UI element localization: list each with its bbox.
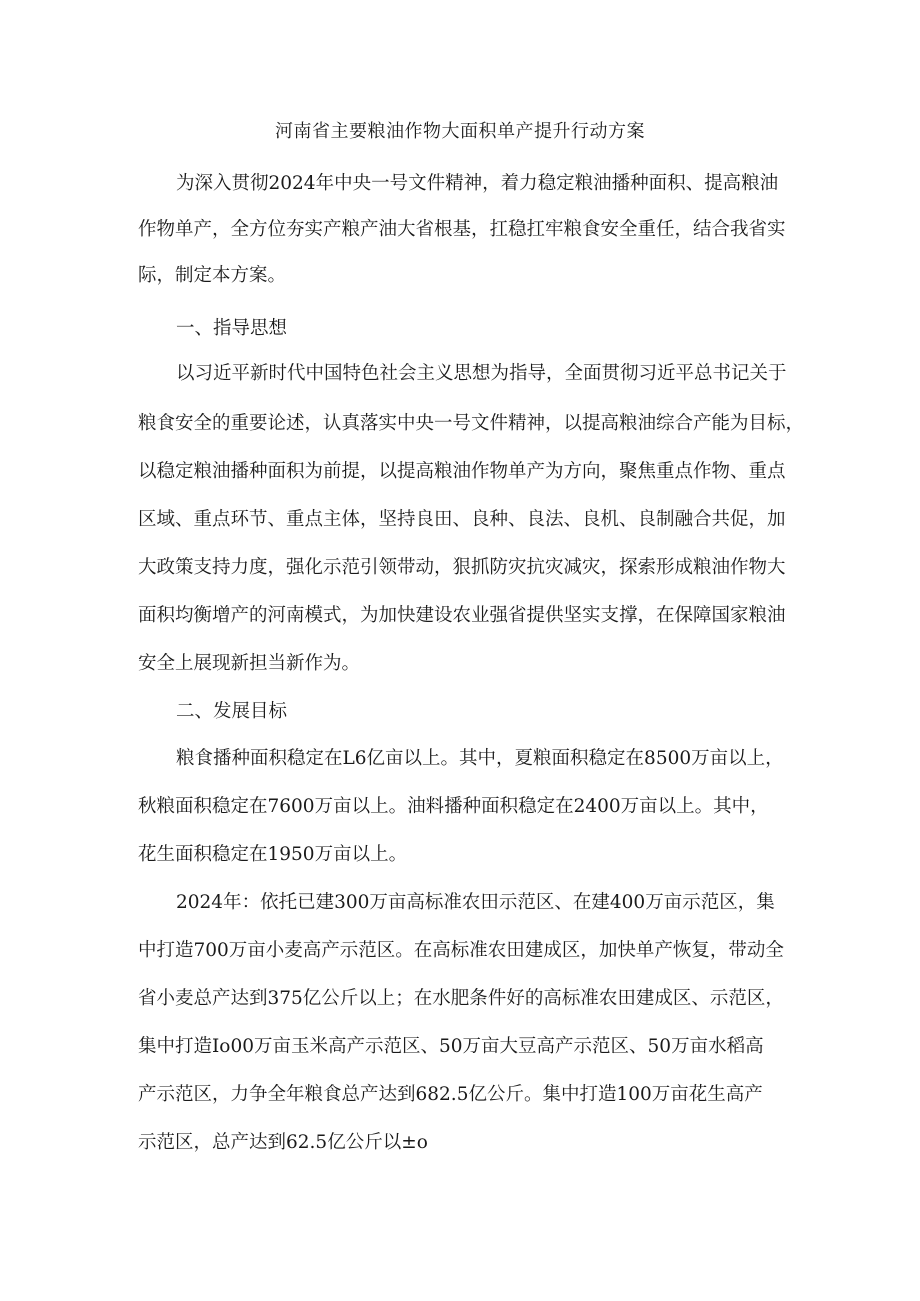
text-line: 秋粮面积稳定在7600万亩以上。油料播种面积稳定在2400万亩以上。其中， [138,796,769,817]
text-line: 为深入贯彻2024年中央一号文件精神，着力稳定粮油播种面积、提高粮油 [176,173,779,194]
text-line: 集中打造Io00万亩玉米高产示范区、50万亩大豆高产示范区、50万亩水稻高 [138,1036,764,1057]
text-line: 区域、重点环节、重点主体，坚持良田、良种、良法、良机、良制融合共促，加 [138,509,786,530]
text-line: 以稳定粮油播种面积为前提，以提高粮油作物单产为方向，聚焦重点作物、重点 [138,461,786,482]
text-line: 花生面积稳定在1950万亩以上。 [138,844,408,865]
text-line: 际，制定本方案。 [138,265,287,286]
text-line: 作物单产，全方位夯实产粮产油大省根基，扛稳扛牢粮食安全重任，结合我省实 [138,219,786,240]
text-line: 大政策支持力度，强化示范引领带动，狠抓防灾抗灾减灾，探索形成粮油作物大 [138,557,786,578]
text-line: 粮食播种面积稳定在L6亿亩以上。其中，夏粮面积稳定在8500万亩以上， [176,748,784,769]
document-title: 河南省主要粮油作物大面积单产提升行动方案 [275,121,645,142]
section-heading: 二、发展目标 [176,701,288,722]
text-line: 面积均衡增产的河南模式，为加快建设农业强省提供坚实支撑，在保障国家粮油 [138,605,786,626]
text-line: 安全上展现新担当新作为。 [138,653,361,674]
text-line: 以习近平新时代中国特色社会主义思想为指导，全面贯彻习近平总书记关于 [176,363,787,384]
text-line: 示范区，总产达到62.5亿公斤以±o [138,1132,428,1153]
section-heading: 一、指导思想 [176,318,288,339]
text-line: 2024年：依托已建300万亩高标准农田示范区、在建400万亩示范区，集 [176,892,775,913]
text-line: 产示范区，力争全年粮食总产达到682.5亿公斤。集中打造100万亩花生高产 [138,1084,763,1105]
text-line: 省小麦总产达到375亿公斤以上；在水肥条件好的高标准农田建成区、示范区， [138,988,784,1009]
text-line: 粮食安全的重要论述，认真落实中央一号文件精神，以提高粮油综合产能为目标， [138,413,805,434]
text-line: 中打造700万亩小麦高产示范区。在高标准农田建成区，加快单产恢复，带动全 [138,940,784,961]
